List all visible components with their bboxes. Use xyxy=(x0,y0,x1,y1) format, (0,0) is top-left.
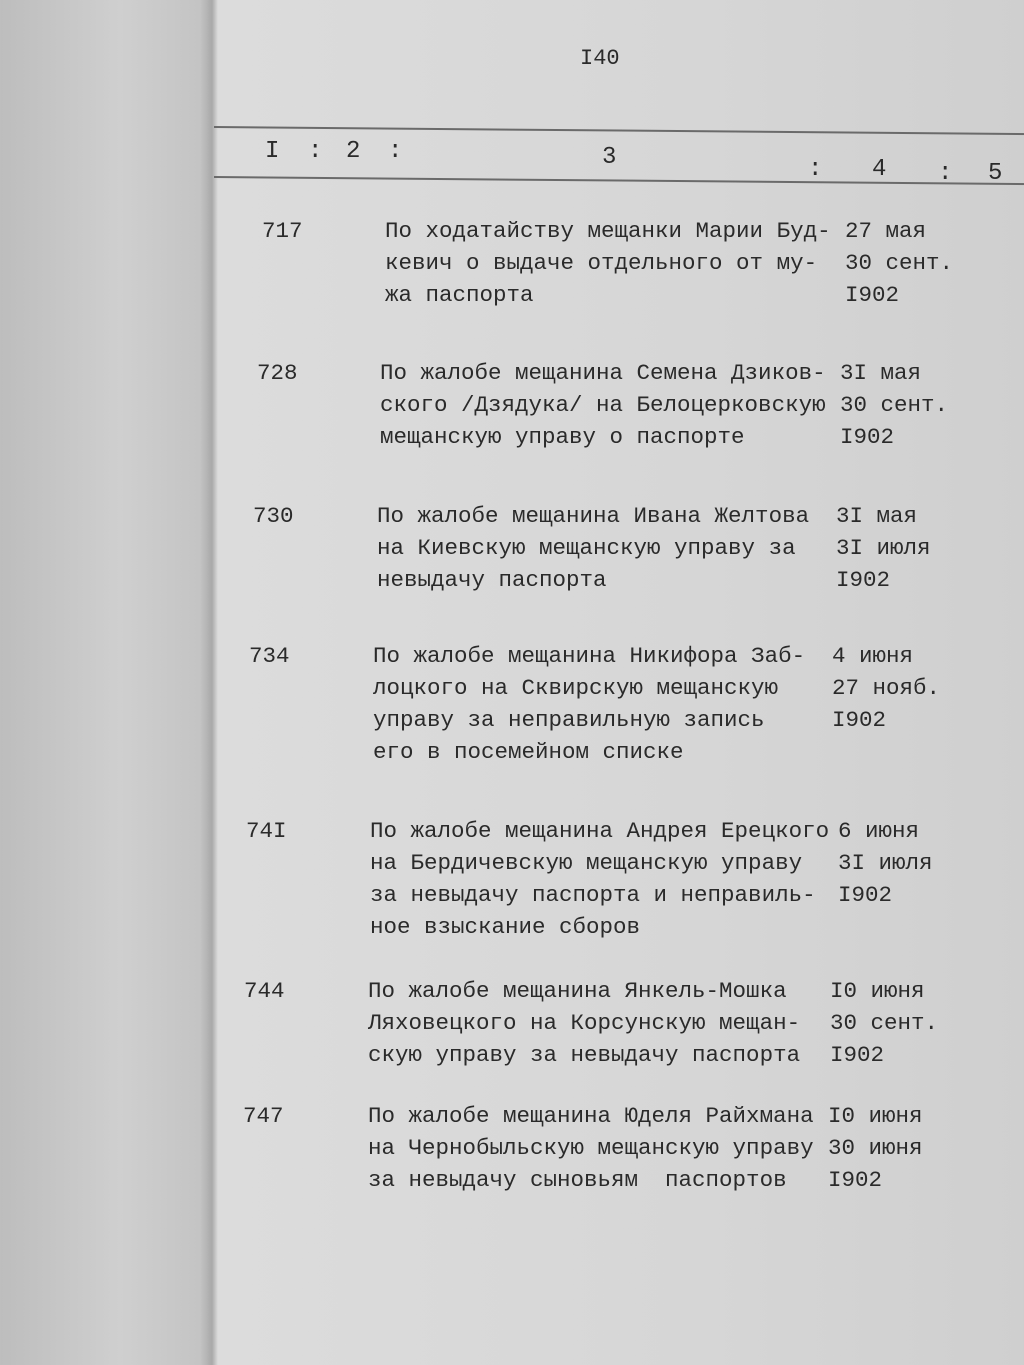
date-line: I902 xyxy=(830,1042,885,1068)
description-line: управу за неправильную запись xyxy=(373,707,765,733)
header-col1: I xyxy=(265,138,280,165)
header-rule xyxy=(214,176,1024,185)
description-line: По жалобе мещанина Юделя Райхмана xyxy=(368,1103,814,1129)
date-line: I902 xyxy=(836,567,891,593)
header-sep: : xyxy=(808,156,823,183)
description-line: мещанскую управу о паспорте xyxy=(380,424,745,450)
date-line: 3I июля xyxy=(836,535,931,561)
header-col2: 2 xyxy=(346,138,361,165)
date-line: I0 июня xyxy=(828,1103,923,1129)
description-line: лоцкого на Сквирскую мещанскую xyxy=(373,675,779,701)
date-line: 3I мая xyxy=(840,360,922,386)
date-line: I902 xyxy=(832,707,887,733)
page-number: I40 xyxy=(580,46,620,71)
date-line: I902 xyxy=(828,1167,883,1193)
entry-number: 734 xyxy=(249,643,290,669)
description-line: на Бердичевскую мещанскую управу xyxy=(370,850,803,876)
header-sep: : xyxy=(388,138,403,165)
header-col4: 4 xyxy=(872,156,887,183)
entry-dates xyxy=(830,975,938,1071)
description-line: на Киевскую мещанскую управу за xyxy=(377,535,796,561)
header-col3: 3 xyxy=(602,144,617,171)
entry-description xyxy=(380,357,826,453)
entry-dates xyxy=(845,215,953,311)
entry-description xyxy=(385,215,831,311)
description-line: По ходатайству мещанки Марии Буд- xyxy=(385,218,831,244)
date-line: I902 xyxy=(845,282,900,308)
date-line: 6 июня xyxy=(838,818,920,844)
entry-description xyxy=(377,500,809,596)
date-line: I902 xyxy=(838,882,893,908)
header-col5: 5 xyxy=(988,160,1003,187)
entry-number: 728 xyxy=(257,360,298,386)
date-line: 30 сент. xyxy=(840,392,949,418)
description-line: По жалобе мещанина Ивана Желтова xyxy=(377,503,810,529)
date-line: 27 нояб. xyxy=(832,675,941,701)
date-line: 3I июля xyxy=(838,850,933,876)
description-line: Ляховецкого на Корсунскую мещан- xyxy=(368,1010,801,1036)
description-line: ского /Дзядука/ на Белоцерковскую xyxy=(380,392,826,418)
entry-number: 744 xyxy=(244,978,285,1004)
description-line: его в посемейном списке xyxy=(373,739,684,765)
description-line: кевич о выдаче отдельного от му- xyxy=(385,250,818,276)
description-line: ное взыскание сборов xyxy=(370,914,641,940)
header-sep: : xyxy=(938,160,953,187)
header-sep: : xyxy=(308,138,323,165)
date-line: 4 июня xyxy=(832,643,914,669)
date-line: 30 июня xyxy=(828,1135,923,1161)
entry-dates xyxy=(838,815,933,911)
date-line: 30 сент. xyxy=(845,250,954,276)
entry-dates xyxy=(840,357,948,453)
entry-number: 74I xyxy=(246,818,287,844)
date-line: I0 июня xyxy=(830,978,925,1004)
description-line: По жалобе мещанина Янкель-Мошка xyxy=(368,978,787,1004)
description-line: По жалобе мещанина Никифора Заб- xyxy=(373,643,806,669)
table-top-rule xyxy=(214,126,1024,135)
entry-dates xyxy=(828,1100,923,1196)
date-line: I902 xyxy=(840,424,895,450)
date-line: 30 сент. xyxy=(830,1010,939,1036)
entry-description xyxy=(373,640,805,768)
date-line: 27 мая xyxy=(845,218,927,244)
description-line: скую управу за невыдачу паспорта xyxy=(368,1042,801,1068)
description-line: жа паспорта xyxy=(385,282,534,308)
entry-description xyxy=(368,1100,814,1196)
entry-number: 730 xyxy=(253,503,294,529)
description-line: за невыдачу сыновьям паспортов xyxy=(368,1167,787,1193)
entry-description xyxy=(368,975,800,1071)
entry-number: 717 xyxy=(262,218,303,244)
date-line: 3I мая xyxy=(836,503,918,529)
entry-number: 747 xyxy=(243,1103,284,1129)
description-line: за невыдачу паспорта и неправиль- xyxy=(370,882,816,908)
entry-description xyxy=(370,815,829,943)
entry-dates xyxy=(836,500,931,596)
description-line: невыдачу паспорта xyxy=(377,567,607,593)
description-line: По жалобе мещанина Семена Дзиков- xyxy=(380,360,826,386)
description-line: По жалобе мещанина Андрея Ерецкого xyxy=(370,818,830,844)
description-line: на Чернобыльскую мещанскую управу xyxy=(368,1135,814,1161)
entry-dates xyxy=(832,640,940,736)
